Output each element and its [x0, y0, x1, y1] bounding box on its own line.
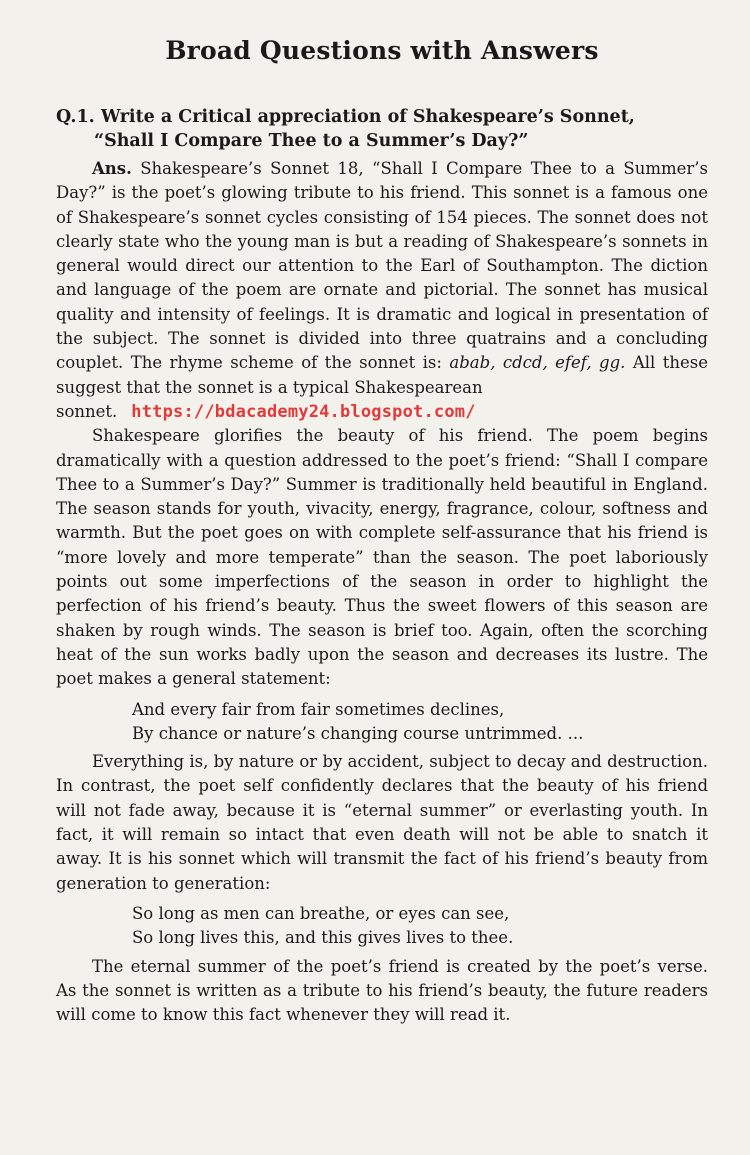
rhyme-scheme: abab, cdcd, efef, gg. [449, 353, 626, 373]
question-line-2: “Shall I Compare Thee to a Summer’s Day?” [94, 131, 529, 151]
question-text-1: Write a Critical appreciation of Shakespeare’s Sonnet, [100, 107, 635, 127]
answer-paragraph-1 [56, 157, 708, 400]
question-heading [56, 105, 708, 153]
answer-paragraph-2: Shakespeare glorifies the beauty of his friend. The poem begins dramatically with a question addressed to the poet’s friend: “Shall I compare Thee to a Summer’s Day?” Summer is traditionally held beautiful in England. The season stands for youth, vivacity, energy, fragrance, colour, softness and warmth. But the poet goes on with complete self-assurance that his friend is “more lovely and more temperate” than the season. The poet laboriously points out some imperfections of the season in order to highlight the perfection of his friend’s beauty. Thus the sweet flowers of this season are shaken by rough winds. The season is brief too. Again, often the scorching heat of the sun works badly upon the season and decreases its lustre. The poet makes a general statement: [56, 426, 708, 689]
answer-text-1b: All these suggest that the sonnet is a typical Shakespearean [56, 353, 708, 397]
watermark-link[interactable]: https://bdacademy24.blogspot.com/ [131, 401, 476, 422]
verse-quote-1 [56, 698, 708, 747]
verse-line: So long lives this, and this gives lives to thee. [132, 928, 514, 948]
verse-line: And every fair from fair sometimes declines, [132, 699, 505, 719]
answer-label: Ans. [92, 159, 132, 178]
verse-quote-2 [56, 902, 708, 951]
watermark-line [56, 400, 708, 424]
question-number: Q.1. [56, 107, 95, 127]
page-title: Broad Questions with Answers [165, 36, 599, 65]
verse-line: By chance or nature’s changing course untrimmed. ... [132, 723, 584, 743]
answer-text-1a: Shakespeare’s Sonnet 18, “Shall I Compare Thee to a Summer’s Day?” is the poet’s glowing tribute to his friend. This sonnet is a famous one of Shakespeare’s sonnet cycles consisting of 154 pieces. The sonnet does not clearly state who the young man is but a reading of Shakespeare’s sonnets in general would direct our attention to the Earl of Southampton. The diction and language of the poem are ornate and pictorial. The sonnet has musical quality and intensity of feelings. It is dramatic and logical in presentation of the subject. The sonnet is divided into three quatrains and a concluding couplet. The rhyme scheme of the sonnet is: [56, 159, 708, 373]
answer-paragraph-3: Everything is, by nature or by accident, subject to decay and destruction. In contrast, the poet self confidently declares that the beauty of his friend will not fade away, because it is “eternal summer” or everlasting youth. In fact, it will remain so intact that even death will not be able to snatch it away. It is his sonnet which will transmit the fact of his friend’s beauty from generation to generation: [56, 752, 708, 893]
answer-paragraph-4: The eternal summer of the poet’s friend is created by the poet’s verse. As the sonnet is written as a tribute to his friend’s beauty, the future readers will come to know this fact whenever they will read it. [56, 956, 708, 1025]
answer-text-1-end: sonnet. [56, 401, 118, 421]
verse-line: So long as men can breathe, or eyes can see, [132, 903, 510, 923]
question-line-1 [56, 105, 708, 129]
